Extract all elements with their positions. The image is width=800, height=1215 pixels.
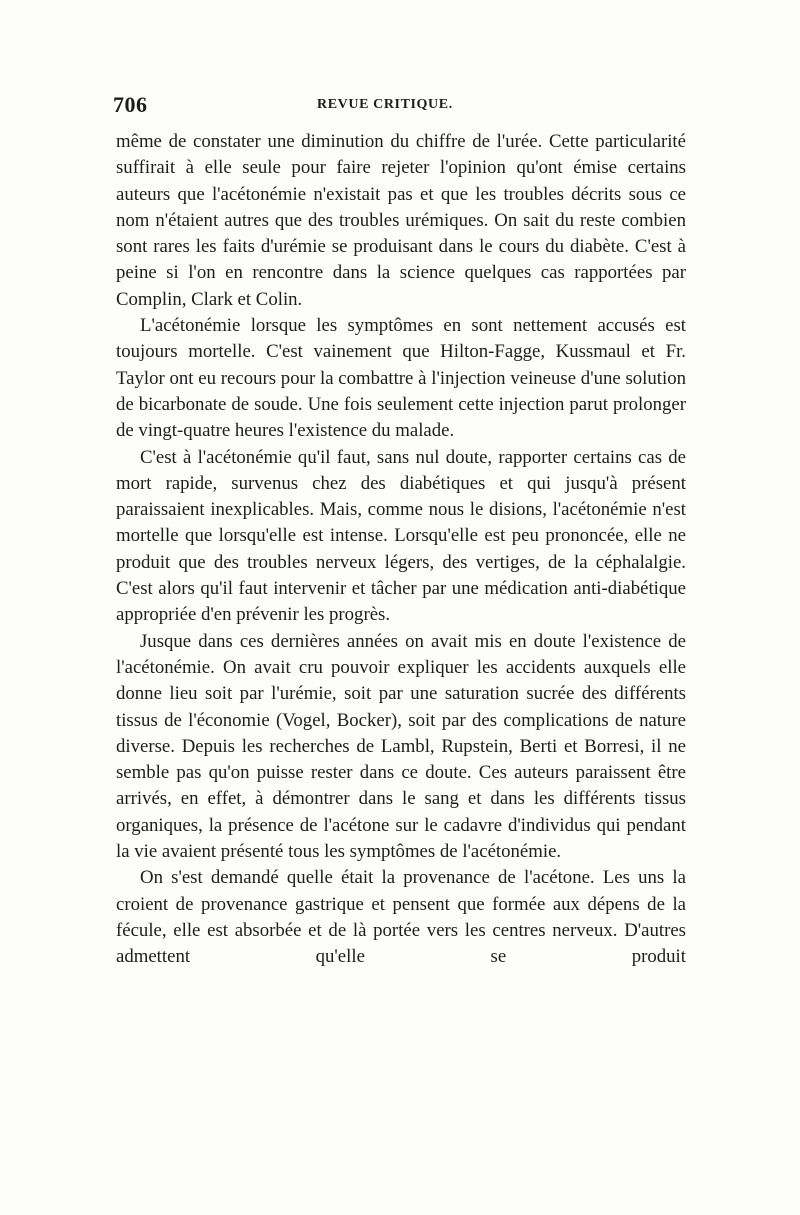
page-number: 706 (113, 92, 148, 117)
paragraph-5: On s'est demandé quelle était la provenance de l'acétone. Les uns la croient de provenance gastrique et pensent que formée aux dépens de la fécule, elle est absorbée et de là portée vers les centres nerveux. D'autres admettent qu'elle se produit (116, 867, 686, 968)
paragraph-4: Jusque dans ces dernières années on avait mis en doute l'existence de l'acétonémie. On avait cru pouvoir expliquer les accidents auxquels elle donne lieu soit par l'urémie, soit par une saturation sucrée des différents tissus de l'économie (Vogel, Bocker), soit par des complications de nature diverse. Depuis les recherches de Lambl, Rupstein, Berti et Borresi, il ne semble pas qu'on puisse rester dans ce doute. Ces auteurs paraissent être arrivés, en effet, à démontrer dans le sang et dans les différents tissus organiques, la présence de l'acétone sur le cadavre d'individus qui pendant la vie avaient présenté tous les symptômes de l'acétonémie. (116, 630, 686, 863)
paragraph-1: même de constater une diminution du chiffre de l'urée. Cette particularité suffirait à elle seule pour faire rejeter l'opinion qu'ont émise certains auteurs que l'acétonémie n'existait pas et que les troubles décrits sous ce nom n'étaient autres que des troubles urémiques. On sait du reste combien sont rares les faits d'urémie se produisant dans le cours du diabète. C'est à peine si l'on en rencontre dans la science quelques cas rapportées par Complin, Clark et Colin. (116, 131, 686, 310)
body-text (116, 129, 686, 971)
paragraph-3: C'est à l'acétonémie qu'il faut, sans nul doute, rapporter certains cas de mort rapide, survenus chez des diabétiques et qui jusqu'à présent paraissaient inexplicables. Mais, comme nous le disions, l'acétonémie n'est mortelle que lorsqu'elle est intense. Lorsqu'elle est peu prononcée, elle ne produit que des troubles nerveux légers, des vertiges, de la céphalalgie. C'est alors qu'il faut intervenir et tâcher par une médication anti-diabétique appropriée d'en prévenir les progrès. (116, 446, 686, 626)
paragraph-2: L'acétonémie lorsque les symptômes en sont nettement accusés est toujours mortelle. C'est vainement que Hilton-Fagge, Kussmaul et Fr. Taylor ont eu recours pour la combattre à l'injection veineuse d'une solution de bicarbonate de soude. Une fois seulement cette injection parut prolonger de vingt-quatre heures l'existence du malade. (116, 315, 686, 442)
page-header (113, 92, 689, 122)
running-head: REVUE CRITIQUE. (317, 97, 453, 112)
